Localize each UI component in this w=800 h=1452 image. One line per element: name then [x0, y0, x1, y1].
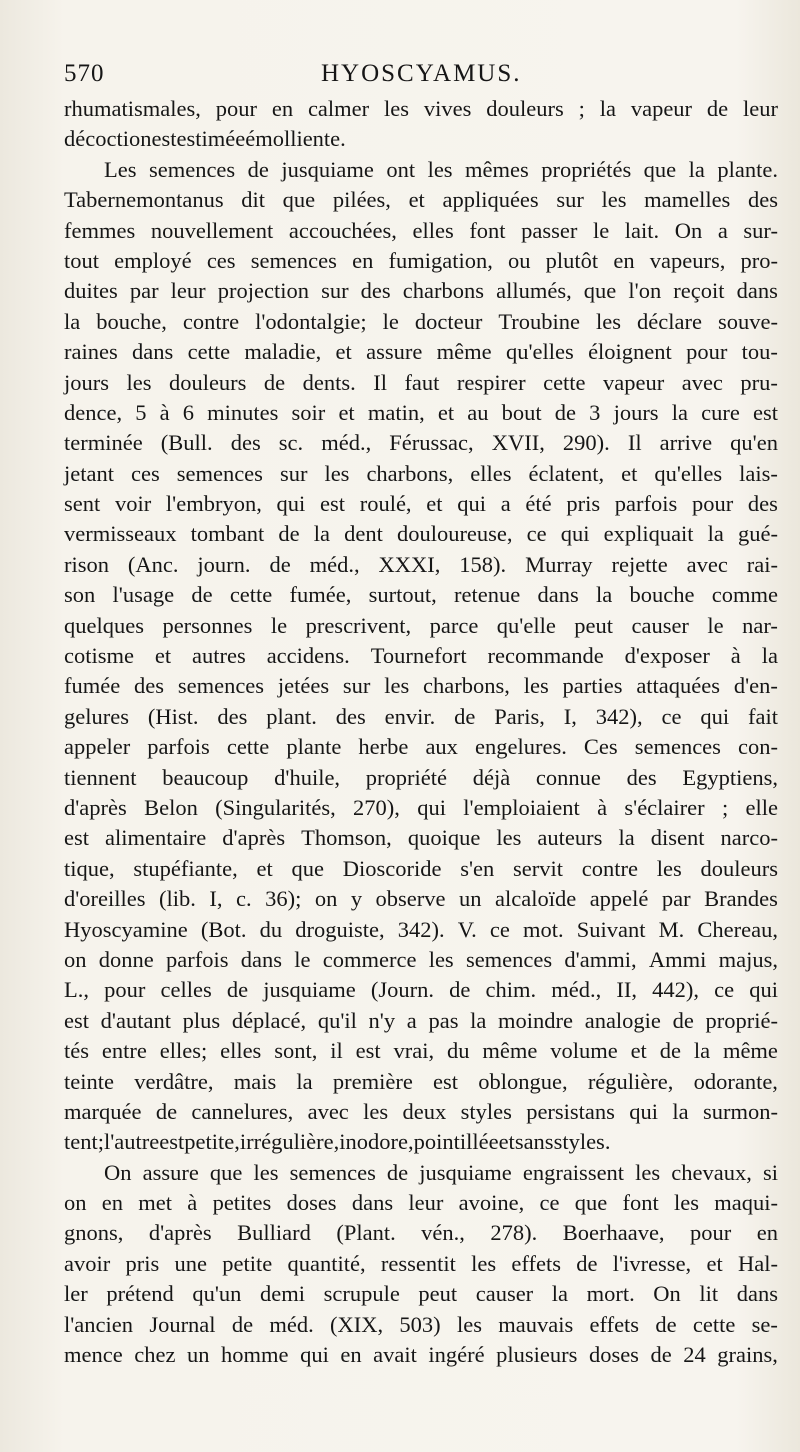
text-line: vermisseaux tombant de la dent douloureuse, ce qui expliquait la gué- [64, 521, 778, 547]
text-line: on en met à petites doses dans leur avoine, ce que font les maqui- [64, 1190, 778, 1216]
text-line: rhumatismales, pour en calmer les vives douleurs ; la vapeur de leur [64, 96, 778, 121]
text-line: son l'usage de cette fumée, surtout, retenue dans la bouche comme [64, 582, 778, 608]
body-text [64, 94, 778, 1370]
text-line: ler prétend qu'un demi scrupule peut causer la mort. On lit dans [64, 1281, 778, 1307]
text-line: femmes nouvellement accouchées, elles font passer le lait. On a sur- [64, 217, 778, 243]
text-line: L., pour celles de jusquiame (Journ. de chim. méd., II, 442), ce qui [64, 977, 778, 1003]
text-line: d'oreilles (lib. I, c. 36); on y observe un alcaloïde appelé par Brandes [64, 886, 778, 912]
text-line: gelures (Hist. des plant. des envir. de Paris, I, 342), ce qui fait [64, 703, 778, 729]
text-line: Les semences de jusquiame ont les mêmes propriétés que la plante. [104, 156, 778, 182]
text-line: fumée des semences jetées sur les charbons, les parties attaquées d'en- [64, 673, 778, 699]
text-line: gnons, d'après Bulliard (Plant. vén., 278). Boerhaave, pour en [64, 1220, 778, 1246]
text-line: tent; l'autre est petite, irrégulière, inodore, pointillée et sans styles. [64, 1129, 611, 1155]
text-line: Tabernemontanus dit que pilées, et appliquées sur les mamelles des [64, 187, 778, 213]
text-line: avoir pris une petite quantité, ressentit les effets de l'ivresse, et Hal- [64, 1250, 778, 1276]
text-line: appeler parfois cette plante herbe aux engelures. Ces semences con- [64, 734, 778, 760]
text-line: dence, 5 à 6 minutes soir et matin, et au bout de 3 jours la cure est [64, 399, 778, 425]
text-line: cotisme et autres accidens. Tournefort recommande d'exposer à la [64, 643, 778, 669]
text-line: mence chez un homme qui en avait ingéré plusieurs doses de 24 grains, [64, 1342, 778, 1368]
text-line: d'après Belon (Singularités, 270), qui l'emploiaient à s'éclairer ; elle [64, 794, 778, 820]
text-line: jours les douleurs de dents. Il faut respirer cette vapeur avec pru- [64, 369, 778, 395]
text-line: raines dans cette maladie, et assure même qu'elles éloignent pour tou- [64, 339, 778, 365]
text-line: la bouche, contre l'odontalgie; le docteur Troubine les déclare souve- [64, 308, 778, 334]
text-line: teinte verdâtre, mais la première est oblongue, régulière, odorante, [64, 1068, 778, 1094]
text-line: l'ancien Journal de méd. (XIX, 503) les mauvais effets de cette se- [64, 1311, 778, 1337]
text-line: sent voir l'embryon, qui est roulé, et qui a été pris parfois pour des [64, 491, 778, 517]
text-line: Hyoscyamine (Bot. du droguiste, 342). V. ce mot. Suivant M. Chereau, [64, 916, 778, 942]
text-line: On assure que les semences de jusquiame engraissent les chevaux, si [104, 1159, 778, 1185]
text-line: tiennent beaucoup d'huile, propriété déjà connue des Egyptiens, [64, 764, 778, 790]
text-line: décoction est estimée émolliente. [64, 126, 346, 152]
text-line: marquée de cannelures, avec les deux styles persistans qui la surmon- [64, 1098, 778, 1124]
text-line: duites par leur projection sur des charbons allumés, que l'on reçoit dans [64, 278, 778, 304]
text-line: quelques personnes le prescrivent, parce qu'elle peut causer le nar- [64, 612, 778, 638]
text-line: tout employé ces semences en fumigation, ou plutôt en vapeurs, pro- [64, 247, 778, 273]
page-title: HYOSCYAMUS. [320, 60, 522, 87]
text-line: tique, stupéfiante, et que Dioscoride s'en servit contre les douleurs [64, 855, 778, 881]
text-line: tés entre elles; elles sont, il est vrai, du même volume et de la même [64, 1038, 778, 1064]
text-line: est alimentaire d'après Thomson, quoique les auteurs la disent narco- [64, 825, 778, 851]
text-line: est d'autant plus déplacé, qu'il n'y a pas la moindre analogie de proprié- [64, 1007, 778, 1033]
text-line: on donne parfois dans le commerce les semences d'ammi, Ammi majus, [64, 946, 778, 972]
text-line: rison (Anc. journ. de méd., XXXI, 158). Murray rejette avec rai- [64, 551, 778, 577]
text-line: terminée (Bull. des sc. méd., Férussac, XVII, 290). Il arrive qu'en [64, 430, 778, 456]
running-head [64, 60, 778, 94]
text-line: jetant ces semences sur les charbons, elles éclatent, et qu'elles lais- [64, 460, 778, 486]
page-number: 570 [64, 60, 105, 87]
